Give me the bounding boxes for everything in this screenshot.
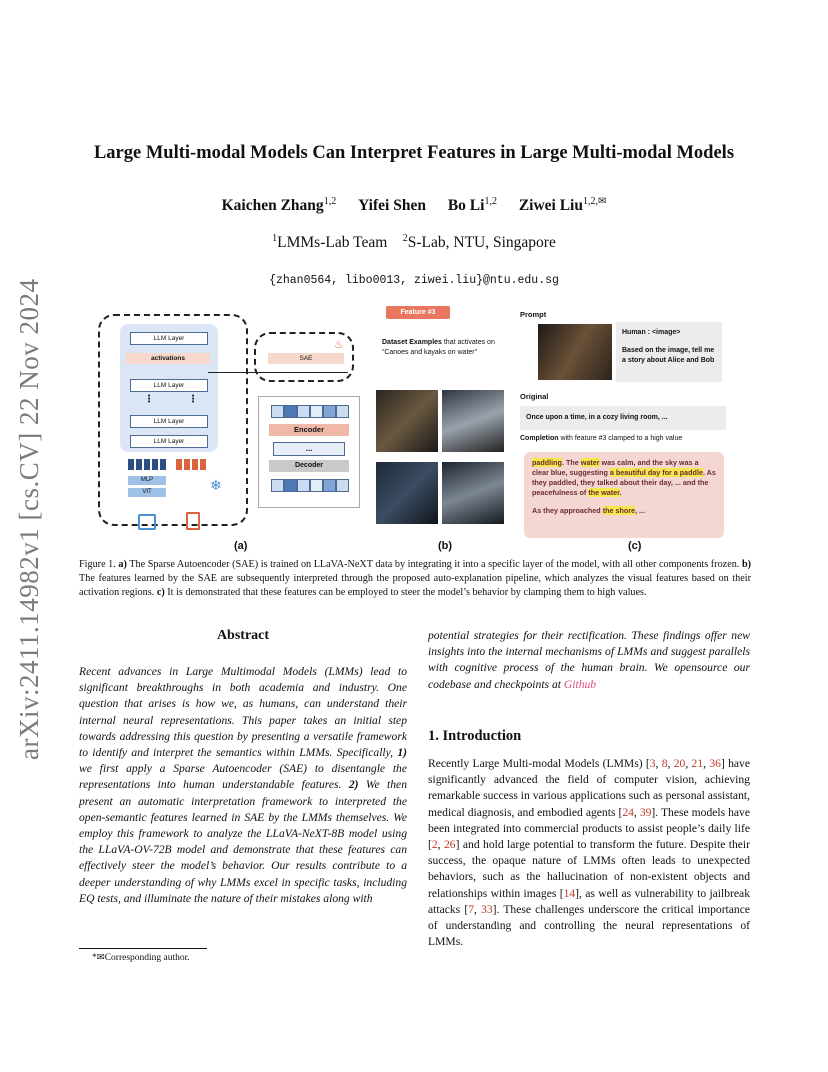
llm-layer-box: LLM Layer [130,435,208,448]
dataset-examples-text: Dataset Examples that activates on “Canoes and kayaks on water” [382,339,495,356]
citation[interactable]: 3 [649,757,656,770]
latent-box: ... [273,442,345,456]
citation[interactable]: 20 [673,757,686,770]
sae-box: SAE [268,353,344,364]
decoder-box: Decoder [269,460,349,472]
prompt-image [538,324,612,380]
intro-body: Recently Large Multi-modal Models (LMMs) [3, 8, 20, 21, 36] have significantly advanced the field of computer vision, achieving remarkable success in various applications such as personal assistant, medical diagnosis, and embodied agents [24, 39]. These models have been integrated into commercial products to assist people’s daily life [2, 26] and hold large potential to transform the future. Despite their success, the opaque nature of LMMs often leads to unexpected behaviors, such as the hallucination of non-existent objects and relationships within images [14], as well as vulnerability to jailbreak attacks [7, 33]. These challenges underscore the critical importance of understanding and controlling the neural representations of LMMs. [428,757,751,949]
example-image [376,462,438,524]
citation[interactable]: 14 [563,886,576,900]
abstract-heading: Abstract [216,628,270,643]
snowflake-icon: ❄ [210,477,222,493]
citation[interactable]: 8 [661,757,668,770]
citation[interactable]: 24 [622,805,634,819]
prompt-label: Prompt [520,310,547,319]
panel-a-label: (a) [234,540,248,552]
fire-icon: ♨ [334,339,344,351]
vertical-ellipsis-icon: ⋮ [144,394,154,405]
vertical-ellipsis-icon: ⋮ [188,394,198,405]
prompt-text-box: Human : <image> Based on the image, tell me a story about Alice and Bob [616,322,722,382]
figure-1 [90,302,750,552]
image-icon [138,514,156,530]
encoder-box: Encoder [269,424,349,436]
citation[interactable]: 7 [468,902,474,916]
author: Kaichen Zhang$^{1,2}$ [221,196,337,215]
llm-layer-box: LLM Layer [130,415,208,428]
intro-heading: 1. Introduction [428,728,522,744]
feature-tag: Feature #3 [386,306,450,319]
example-image [442,462,504,524]
author: Ziwei Liu$^{1,2,✉}$ [518,196,607,215]
github-link[interactable]: Github [563,677,597,691]
citation[interactable]: 2 [431,838,438,852]
citation[interactable]: 21 [691,757,704,770]
abstract-continued: potential strategies for their rectification. These findings offer new insights into the internal mechanisms of LMMs and suggest parallels with cognitive process of the human brain. We opensource our codebase and checkpoints at Github [428,629,750,691]
document-icon [186,512,200,530]
completion-label: Completion with feature #3 clamped to a high value [520,435,683,442]
mlp-box: MLP [128,476,166,485]
sae-detail [258,396,360,508]
author: Bo Li$^{1,2}$ [447,196,497,215]
llm-layer-box: LLM Layer [130,379,208,392]
example-image [376,390,438,452]
panel-b-label: (b) [438,540,453,552]
author: Yifei Shen [358,197,426,215]
citation[interactable]: 36 [709,757,721,770]
footnote: *✉Corresponding author. [92,953,190,963]
citation[interactable]: 39 [639,805,652,819]
panel-c-label: (c) [628,540,642,552]
original-label: Original [520,392,549,401]
citation[interactable]: 33 [481,902,493,916]
affiliations: $^1$LMMs-Lab Team $^2$S-Lab, NTU, Singapore [272,233,556,252]
paper-title: Large Multi-modal Models Can Interpret Features in Large Multi-modal Models [93,143,735,163]
author-email: {zhan0564, libo0013, ziwei.liu}@ntu.edu.sg [269,274,559,287]
llm-layer-box: LLM Layer [130,332,208,345]
arxiv-sidebar: arXiv:2411.14982v1 [cs.CV] 22 Nov 2024 [14,278,44,760]
vit-box: VIT [128,488,166,497]
figure-caption: Figure 1. a) The Sparse Autoencoder (SAE) is trained on LLaVA-NeXT data by integrating it into a specific layer of the model, with all other components frozen. b) The features learned by the SAE are subsequently interpreted through the proposed auto-explanation pipeline, which analyzes the visual features based on their activation regions. c) It is demonstrated that these features can be employed to steer the model’s behavior by clamping them to high values. [79,559,751,598]
activations-box: activations [126,353,210,364]
original-text-box: Once upon a time, in a cozy living room, ... [520,406,726,430]
example-image [442,390,504,452]
abstract-body: Recent advances in Large Multimodal Models (LMMs) lead to significant breakthroughs in both academia and industry. One question that arises is how we, as humans, can understand their internal neural representations. This paper takes an initial step towards addressing this question by presenting a versatile framework to identify and interpret the semantics within LMMs. Specifically, 1) we first apply a Sparse Autoencoder (SAE) to disentangle the representations into human understandable features. 2) We then present an automatic interpretation framework to interpreted the open-semantic features learned in SAE by the LMMs themselves. We employ this framework to analyze the LLaVA-NeXT-8B model using the LLaVA-OV-72B model and demonstrate that these features can effectively steer the model’s behavior. Our results contribute to a deeper understanding of why LMMs excel in specific tasks, including EQ tests, and illuminate the nature of their mistakes along with [79,665,408,905]
connector-line [208,372,348,373]
author-list [0,196,828,215]
steered-completion-box: paddling. The water was calm, and the sky was a clear blue, suggesting a beautiful day for a paddle. As they paddled, they talked about their day, ... and the peacefulness of the water. As they approached the shore, ... [524,452,724,538]
citation[interactable]: 26 [444,838,456,852]
footnote-rule [79,948,207,949]
